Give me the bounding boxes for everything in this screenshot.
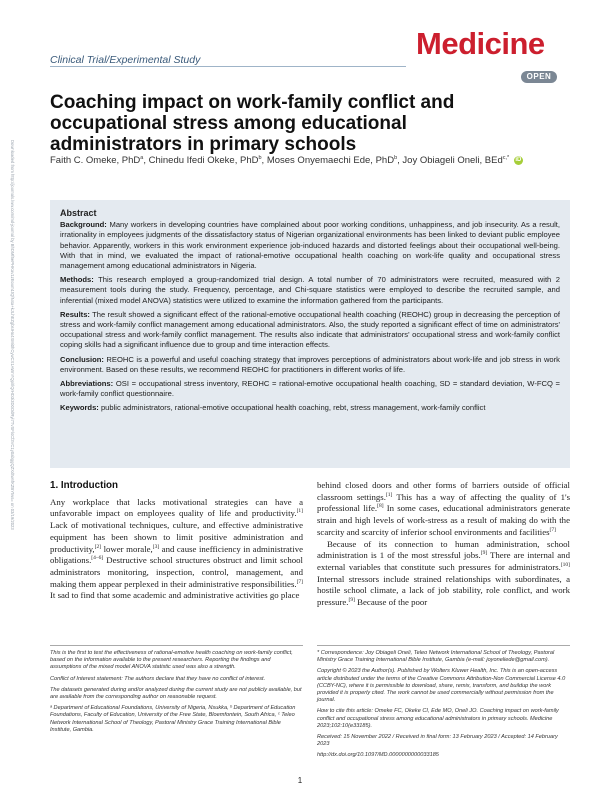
footnote-divider	[317, 645, 570, 646]
author-affiliation: b	[258, 154, 262, 161]
abstract-results: Results: The result showed a significant effect of the rational-emotive occupational health coaching (REOHC) group in decreasing the perception of stress and work-family conflict management among educational administrators. Also, the study reported a significant effect of time on administrators' occupational stress and work-family conflict management. The results also indicate that administrators' occupational stress and work-family conflict coping skills had a significant influence due to group and time interaction effects.	[60, 309, 560, 350]
author-affiliation: a	[140, 154, 144, 161]
footnotes-left	[50, 650, 303, 738]
body-paragraph: Any workplace that lacks motivational strategies can have a unfavorable impact on employees quality of life and productivity.[1] Lack of motivational techniques, culture, and effective administrative equipment has been shown to limit positive administration and productivity,[2] lower morale,[3] and cause inefficiency in administrative obligations.[4–6] Destructive school structures obstruct and limit school administrators monitoring, inspection, control, management, and making them appear perplexed in their administrative responsibilities.[7] It sad to find that some academic and administrative activities go place	[50, 496, 303, 601]
citation-link[interactable]: [4–6]	[91, 555, 104, 562]
citation-link[interactable]: [3]	[152, 543, 160, 550]
author-affiliation: c,*	[502, 154, 510, 161]
footnote-divider	[50, 645, 303, 646]
abstract-heading: Abstract	[60, 208, 97, 218]
footnote: * Correspondence: Joy Obiageli Oneli, Teleo Network International School of Theology, Pastoral Ministry Grace Training International Bible Institute, Gambia (e-mail: joyoneliede@gmail.com).	[317, 650, 555, 664]
citation-link[interactable]: [1]	[385, 491, 393, 498]
author-name: Moses Onyemaechi Ede, PhD	[266, 155, 395, 166]
abstract-abbreviations: Abbreviations: OSI = occupational stress inventory, REOHC = rational-emotive occupational health coaching, SD = standard deviation, W-FCQ = work-family conflict questionnaire.	[60, 379, 560, 399]
footnote: Copyright © 2023 the Author(s). Published by Wolters Kluwer Health, Inc. This is an open-access article distributed under the terms of the Creative Commons Attribution-Non Commercial License 4.0 (CCBY-NC), where it is permissible to download, share, remix, transform, and buildup the work provided it is properly cited. The work cannot be used commercially without permission from the journal.	[317, 668, 566, 704]
citation-link[interactable]: [7]	[549, 526, 556, 533]
author-name: Chinedu Ifedi Okeke, PhD	[148, 155, 259, 166]
body-paragraph: behind closed doors and other forms of barriers outside of official classroom settings.[1] This has a way of affecting the quality of 1's professional life.[8] In some cases, educational administrators generate strain and high levels of work-stress as a result of making do with the scarcity and scarcity of inferior school environments and facilities[7]	[317, 480, 570, 537]
download-sidebar-text: Downloaded from http://journals.lww.com/md-journal by BhDMf5ePHKav1zEoum1tQfN4a+kJLhEZgbsIHo4XMi0hCywCX1AWnYQp/IlQrHD3i3D0OdRyi7TvSFl4Cf3VC1y0abggQZXdtwnfKZBYtws= on 03/19/2023	[10, 140, 15, 530]
open-access-badge: OPEN	[521, 71, 557, 83]
header-divider	[50, 66, 406, 67]
citation-link[interactable]: [9]	[480, 550, 488, 557]
footnote: ᵃ Department of Educational Foundations, University of Nigeria, Nsukka, ᵇ Department of Education Foundations, Faculty of Education, University of the Free State, Bloemfontein, South Africa, ᶜ Teleo Network International School of Theology, Pastoral Ministry Grace Training International Bible Institute, Gambia.	[50, 705, 296, 733]
abstract-keywords: Keywords: public administrators, rational-emotive occupational health coaching, rebt, stress management, work-family conflict	[60, 403, 486, 413]
citation-link[interactable]: [10]	[560, 562, 570, 568]
abstract-background: Background: Many workers in developing countries have complained about poor working conditions, unhappiness, and job insecurity. As a result, irrationality in employees judgments of the dissatisfactory status of Nigerian organizational environments has been linked to deviant public employee behavior. Apparently, workers in this work environment experience job-induced hazards and distorted feelings about their occupational well-being. With that in mind, we evaluated the impact of rational-emotive occupational health coaching on work-life quality and occupational stress management among educational administrators in Nigeria.	[60, 220, 560, 271]
body-paragraph: Because of its connection to human administration, school administration is 1 of the most stressful jobs.[9] There are internal and external variables that constitute such pressures for administrators.[10] Internal stressors include strained relationships with subordinates, a hostile school climate, a lack of job stability, role conflict, and work pressure.[9] Because of the poor	[317, 538, 570, 608]
page-number: 1	[297, 776, 303, 785]
footnote: The datasets generated during and/or analyzed during the current study are not publicly available, but are available from the corresponding author on reasonable request.	[50, 686, 302, 701]
section-heading: 1. Introduction	[50, 480, 119, 491]
footnote: How to cite this article: Omeke FC, Okeke CI, Ede MO, Oneli JO. Coaching impact on work-family conflict and occupational stress among educational administrators in primary schools. Medicine 2023;102:10(e33185).	[317, 708, 559, 729]
body-column-left	[50, 480, 303, 602]
citation-link[interactable]: [2]	[94, 543, 102, 550]
article-type-label: Clinical Trial/Experimental Study	[50, 54, 201, 66]
author-name: Joy Obiageli Oneli, BEd	[402, 155, 503, 166]
author-affiliation: b	[394, 154, 398, 161]
orcid-icon[interactable]: iD	[515, 156, 522, 163]
citation-link[interactable]: [7]	[296, 578, 303, 585]
citation-link[interactable]: [9]	[348, 597, 355, 604]
doi-link[interactable]: http://dx.doi.org/10.1097/MD.0000000000033185	[317, 752, 439, 759]
citation-link[interactable]: [1]	[296, 508, 303, 515]
author-name: Faith C. Omeke, PhD	[50, 155, 141, 166]
citation-link[interactable]: [8]	[377, 503, 384, 510]
body-column-right	[317, 480, 570, 609]
footnote: Conflict of Interest statement: The authors declare that they have no conflict of interest.	[50, 675, 266, 682]
footnote: This is the first to test the effectiveness of rational-emotive health coaching on work-family conflict, based on the information available to the present researchers. Reporting the findings and assumptions of the mixed model ANOVA statistic used was also a strength.	[50, 650, 293, 671]
abstract-methods: Methods: This research employed a group-randomized trial design. A total number of 70 administrators were recruited, measured with 2 measurement tools during the study. Frequency, percentage, and Chi-square statistics were employed to describe the recruited sample, and inferential (mixed model ANOVA) statistics were utilized to examine the information gathered from the participants.	[60, 275, 560, 305]
journal-logo: Medicine	[416, 26, 545, 61]
author-list: Faith C. Omeke, PhD$^a$, Chinedu Ifedi Okeke, PhD$^b$, Moses Onyemaechi Ede, PhD$^b$, Joy Obiageli Oneli, BEd$^{c,*}$ iD	[50, 154, 522, 166]
article-title: Coaching impact on work-family conflict and occupational stress among educational administrators in primary schools	[50, 92, 455, 155]
footnote: Received: 15 November 2022 / Received in final form: 13 February 2023 / Accepted: 14 February 2023	[317, 734, 558, 748]
abstract-conclusion: Conclusion: REOHC is a powerful and useful coaching strategy that improves perceptions of administrators about work-life and job stress in work environment. Based on these results, we recommend REOHC for practitioners in different works of life.	[60, 354, 560, 374]
footnotes-right	[317, 650, 570, 764]
abstract-box	[50, 200, 570, 468]
